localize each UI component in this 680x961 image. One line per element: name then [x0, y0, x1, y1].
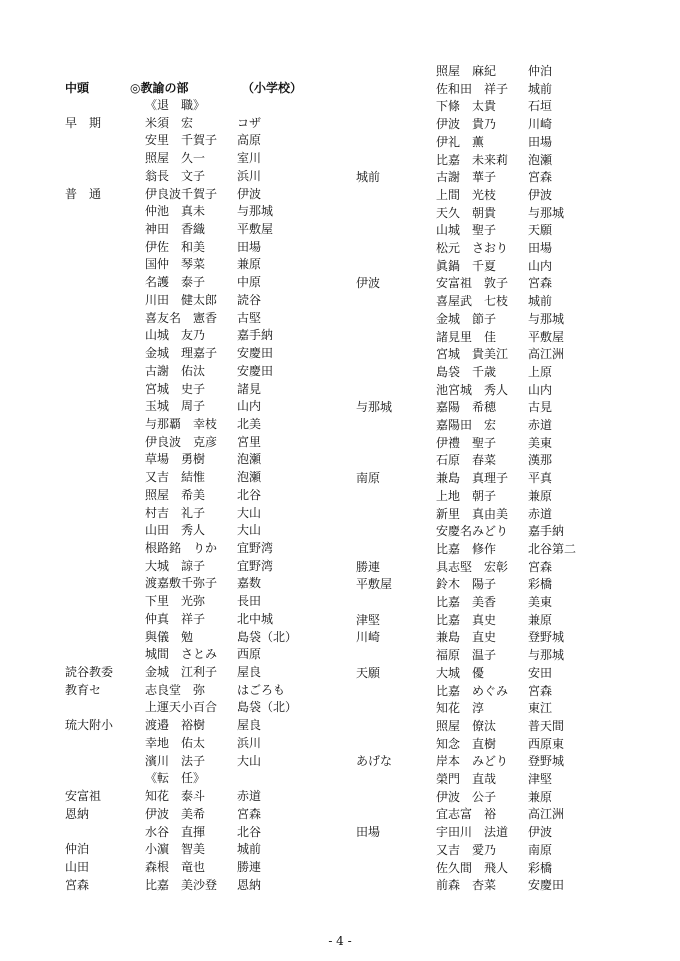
teacher-name: 安慶名みどり	[436, 524, 509, 539]
teacher-name: 宇田川 法道	[436, 825, 509, 840]
teacher-name: 神田 香織	[145, 222, 206, 237]
teacher-name: 眞鍋 千夏	[436, 258, 497, 273]
to-school: 彩橋	[528, 577, 553, 592]
to-school: 伊波	[528, 825, 553, 840]
teacher-name: 安里 千賀子	[145, 133, 218, 148]
teacher-name: 比嘉 未来莉	[436, 152, 509, 167]
teacher-name: 島袋 千歳	[436, 364, 497, 379]
to-school: 赤道	[237, 789, 262, 804]
to-school: 泡瀬	[528, 152, 553, 167]
to-school: 赤道	[528, 418, 553, 432]
teacher-name: 石原 春菜	[436, 453, 497, 468]
to-school: 平真	[528, 471, 553, 486]
to-school: 嘉手納	[528, 524, 565, 539]
teacher-name: 金城 理嘉子	[145, 346, 218, 361]
to-school: 古見	[528, 400, 553, 415]
teacher-name: 照屋 久一	[145, 151, 206, 166]
to-school: 山内	[528, 382, 553, 397]
teacher-name: 金城 江利子	[145, 665, 218, 680]
from-school: 仲泊	[65, 842, 90, 857]
to-school: 恩納	[237, 877, 262, 892]
teacher-name: 森根 竜也	[145, 859, 206, 874]
teacher-name: 佐久間 飛人	[436, 860, 509, 875]
to-school: 北中城	[237, 611, 274, 626]
teacher-name: 與儀 勉	[145, 629, 194, 644]
teacher-name: 名護 泰子	[145, 275, 206, 290]
to-school: 宮森	[237, 806, 262, 821]
from-school: 平敷屋	[356, 577, 393, 592]
to-school: 山内	[237, 399, 262, 414]
teacher-name: 古謝 華子	[436, 170, 497, 185]
teacher-name: 喜友名 憲香	[145, 310, 218, 325]
to-school: 高江洲	[528, 807, 565, 822]
to-school: 安慶田	[528, 878, 565, 893]
to-school: 読谷	[237, 292, 262, 307]
to-school: 浜川	[237, 735, 262, 750]
teacher-name: 喜屋武 七枝	[436, 294, 509, 309]
to-school: 大山	[237, 505, 262, 520]
teacher-name: 翁長 文子	[145, 168, 206, 183]
teacher-name: 伊波 公子	[436, 789, 497, 804]
to-school: 室川	[237, 151, 262, 166]
from-school: 宮森	[65, 877, 90, 892]
teacher-name: 新里 真由美	[436, 506, 509, 521]
to-school: 上原	[528, 364, 553, 379]
to-school: 高江洲	[528, 347, 565, 362]
teacher-name: 村吉 礼子	[145, 505, 206, 520]
to-school: 屋良	[237, 718, 262, 733]
teacher-name: 上間 光枝	[436, 187, 497, 202]
to-school: 彩橋	[528, 860, 553, 875]
to-school: 美東	[528, 595, 553, 609]
to-school: 与那城	[528, 648, 565, 663]
to-school: 屋良	[237, 665, 262, 680]
to-school: 北谷	[237, 487, 262, 502]
teacher-name: 上地 朝子	[436, 488, 497, 503]
teacher-name: 城間 さとみ	[145, 647, 218, 662]
school-type-heading: （小学校）	[242, 81, 303, 95]
teacher-name: 米須 宏	[145, 115, 194, 130]
to-school: 与那城	[528, 205, 565, 220]
to-school: コザ	[237, 115, 262, 130]
teacher-name: 兼島 直史	[436, 630, 497, 645]
area-heading: 中頭	[65, 81, 90, 95]
to-school: 泡瀬	[237, 470, 262, 485]
to-school: 大山	[237, 523, 262, 538]
from-school: 教育セ	[65, 682, 102, 697]
to-school: 長田	[237, 594, 262, 609]
to-school: 西原東	[528, 736, 565, 751]
to-school: 与那城	[237, 204, 274, 219]
teacher-name: 濱川 法子	[145, 753, 206, 768]
to-school: 津堅	[528, 772, 553, 786]
teacher-name: 玉城 周子	[145, 399, 206, 414]
teacher-name: 天久 朝貴	[436, 205, 497, 220]
to-school: 安田	[528, 665, 553, 680]
to-school: 赤道	[528, 506, 553, 521]
teacher-name: 幸地 佑太	[145, 735, 206, 750]
teacher-name: 山城 聖子	[436, 223, 497, 238]
teacher-name: 山城 友乃	[145, 328, 206, 343]
teacher-name: 又吉 愛乃	[436, 842, 497, 857]
to-school: 川崎	[528, 117, 553, 132]
teacher-name: 榮門 直哉	[436, 772, 497, 786]
teacher-name: 嘉陽田 宏	[436, 418, 497, 432]
from-school: 安富祖	[65, 789, 102, 804]
to-school: 高原	[237, 133, 262, 148]
teacher-name: 仲真 祥子	[145, 611, 206, 626]
teacher-name: 下里 光弥	[145, 594, 206, 609]
to-school: 嘉数	[237, 576, 262, 591]
teacher-name: 伊禮 聖子	[436, 435, 497, 450]
teacher-name: 照屋 麻紀	[436, 64, 497, 78]
to-school: 伊波	[237, 186, 262, 201]
teacher-name: 比嘉 真史	[436, 612, 497, 627]
to-school: 東江	[528, 701, 553, 716]
teacher-name: 知花 淳	[436, 701, 485, 716]
from-school: 南原	[356, 471, 381, 486]
teacher-name: 渡邉 裕樹	[145, 718, 206, 733]
to-school: 漢那	[528, 453, 553, 468]
from-school: 天願	[356, 665, 381, 680]
teacher-name: 川田 健太郎	[145, 292, 218, 307]
teacher-name: 伊良波 克彦	[145, 434, 218, 449]
to-school: 宜野湾	[237, 541, 274, 555]
to-school: 兼原	[528, 789, 553, 804]
teacher-name: 小濵 智美	[145, 842, 206, 857]
to-school: 南原	[528, 842, 553, 857]
to-school: 美東	[528, 435, 553, 450]
teacher-name: 伊良波千賀子	[145, 186, 218, 201]
from-school: 川崎	[356, 630, 381, 645]
to-school: 宮森	[528, 683, 553, 698]
teacher-name: 《退 職》	[145, 98, 206, 112]
to-school: 城前	[528, 294, 553, 309]
from-school: 田場	[356, 825, 381, 840]
teacher-name: 比嘉 めぐみ	[436, 683, 509, 698]
from-school: 普 通	[65, 186, 102, 201]
to-school: 田場	[528, 134, 553, 149]
to-school: 島袋（北）	[237, 700, 298, 715]
to-school: 西原	[237, 647, 262, 662]
teacher-name: 福原 温子	[436, 648, 497, 663]
to-school: 宮森	[528, 276, 553, 291]
teacher-name: 嘉陽 希穂	[436, 400, 497, 415]
teacher-name: 山田 秀人	[145, 523, 206, 538]
teacher-name: 照屋 僚汰	[436, 718, 497, 733]
teacher-name: 比嘉 修作	[436, 541, 497, 556]
teacher-name: 伊礼 薫	[436, 134, 485, 149]
to-school: 田場	[237, 239, 262, 254]
teacher-name: 照屋 希美	[145, 487, 206, 502]
teacher-name: 大城 諒子	[145, 558, 206, 573]
teacher-name: 《転 任》	[145, 771, 206, 786]
to-school: 宮森	[528, 170, 553, 185]
to-school: 登野城	[528, 754, 565, 769]
teacher-name: 宮城 貴美江	[436, 347, 509, 362]
to-school: 石垣	[528, 99, 553, 114]
to-school: 大山	[237, 753, 262, 768]
from-school: 読谷教委	[65, 665, 114, 680]
teacher-name: 下條 太貴	[436, 99, 497, 114]
to-school: 浜川	[237, 168, 262, 183]
teacher-name: 鈴木 陽子	[436, 577, 497, 592]
to-school: 田場	[528, 241, 553, 255]
teacher-name: 知念 直樹	[436, 736, 497, 751]
teacher-name: 諸見里 佳	[436, 329, 497, 344]
page-number: - 4 -	[328, 934, 352, 948]
teacher-name: 伊佐 和美	[145, 239, 206, 254]
from-school: 勝連	[356, 559, 381, 574]
to-school: 城前	[237, 842, 262, 857]
to-school: 安慶田	[237, 346, 274, 361]
from-school: あげな	[356, 754, 393, 769]
to-school: 北谷第二	[528, 541, 577, 556]
to-school: 北美	[237, 416, 262, 431]
teacher-name: 古謝 佑汰	[145, 363, 206, 378]
teacher-name: 志良堂 弥	[145, 682, 206, 697]
teacher-name: 比嘉 美香	[436, 595, 497, 609]
teacher-name: 大城 優	[436, 665, 485, 680]
teacher-name: 金城 節子	[436, 311, 497, 326]
teacher-name: 前森 杏菜	[436, 878, 497, 893]
teacher-name: 比嘉 美沙登	[145, 877, 218, 892]
to-school: 北谷	[237, 824, 262, 839]
from-school: 早 期	[65, 115, 102, 130]
teacher-name: 岸本 みどり	[436, 754, 509, 769]
to-school: 平敷屋	[237, 222, 274, 237]
teacher-name: 国仲 琴菜	[145, 257, 206, 272]
teacher-name: 兼島 真理子	[436, 471, 509, 486]
teacher-name: 根路銘 りか	[145, 541, 218, 555]
to-school: 宮森	[528, 559, 553, 574]
teacher-name: 佐和田 祥子	[436, 81, 509, 96]
teacher-name: 宮城 史子	[145, 381, 206, 396]
to-school: 登野城	[528, 630, 565, 645]
to-school: 中原	[237, 275, 262, 290]
teacher-name: 水谷 直揮	[145, 824, 206, 839]
to-school: 兼原	[528, 488, 553, 503]
to-school: 城前	[528, 81, 553, 96]
to-school: 普天間	[528, 718, 565, 733]
teacher-name: 松元 さおり	[436, 241, 509, 255]
teacher-name: 伊波 美希	[145, 806, 206, 821]
teacher-name: 草場 勇樹	[145, 452, 206, 467]
teacher-name: 仲池 真未	[145, 204, 206, 219]
to-school: 島袋（北）	[237, 629, 298, 644]
to-school: 平敷屋	[528, 329, 565, 344]
teacher-name: 池宮城 秀人	[436, 382, 509, 397]
teacher-name: 伊波 貴乃	[436, 117, 497, 132]
from-school: 伊波	[356, 276, 381, 291]
from-school: 与那城	[356, 400, 393, 415]
to-school: 宜野湾	[237, 558, 274, 573]
teacher-name: 知花 泰斗	[145, 789, 206, 804]
to-school: 古堅	[237, 310, 262, 325]
teacher-name: 具志堅 宏彰	[436, 559, 509, 574]
to-school: 与那城	[528, 311, 565, 326]
to-school: 嘉手納	[237, 328, 274, 343]
to-school: 泡瀬	[237, 452, 262, 467]
teacher-name: 又吉 結惟	[145, 470, 206, 485]
from-school: 津堅	[356, 612, 381, 627]
to-school: 仲泊	[528, 64, 553, 78]
from-school: 琉大附小	[65, 718, 114, 733]
to-school: 宮里	[237, 434, 262, 449]
to-school: 諸見	[237, 381, 262, 396]
to-school: 山内	[528, 258, 553, 273]
section-heading: ◎教諭の部	[130, 81, 189, 95]
teacher-name: 与那覇 幸枝	[145, 416, 218, 431]
to-school: 兼原	[237, 257, 262, 272]
to-school: 安慶田	[237, 363, 274, 378]
teacher-name: 渡嘉敷千弥子	[145, 576, 218, 591]
to-school: 伊波	[528, 187, 553, 202]
to-school: 兼原	[528, 612, 553, 627]
teacher-name: 宜志富 裕	[436, 807, 497, 822]
to-school: 天願	[528, 223, 553, 238]
teacher-name: 上運天小百合	[145, 700, 218, 715]
to-school: はごろも	[237, 682, 286, 697]
from-school: 恩納	[65, 806, 90, 821]
to-school: 勝連	[237, 859, 262, 874]
from-school: 山田	[65, 859, 90, 874]
teacher-name: 安富祖 敦子	[436, 276, 509, 291]
from-school: 城前	[356, 170, 381, 185]
